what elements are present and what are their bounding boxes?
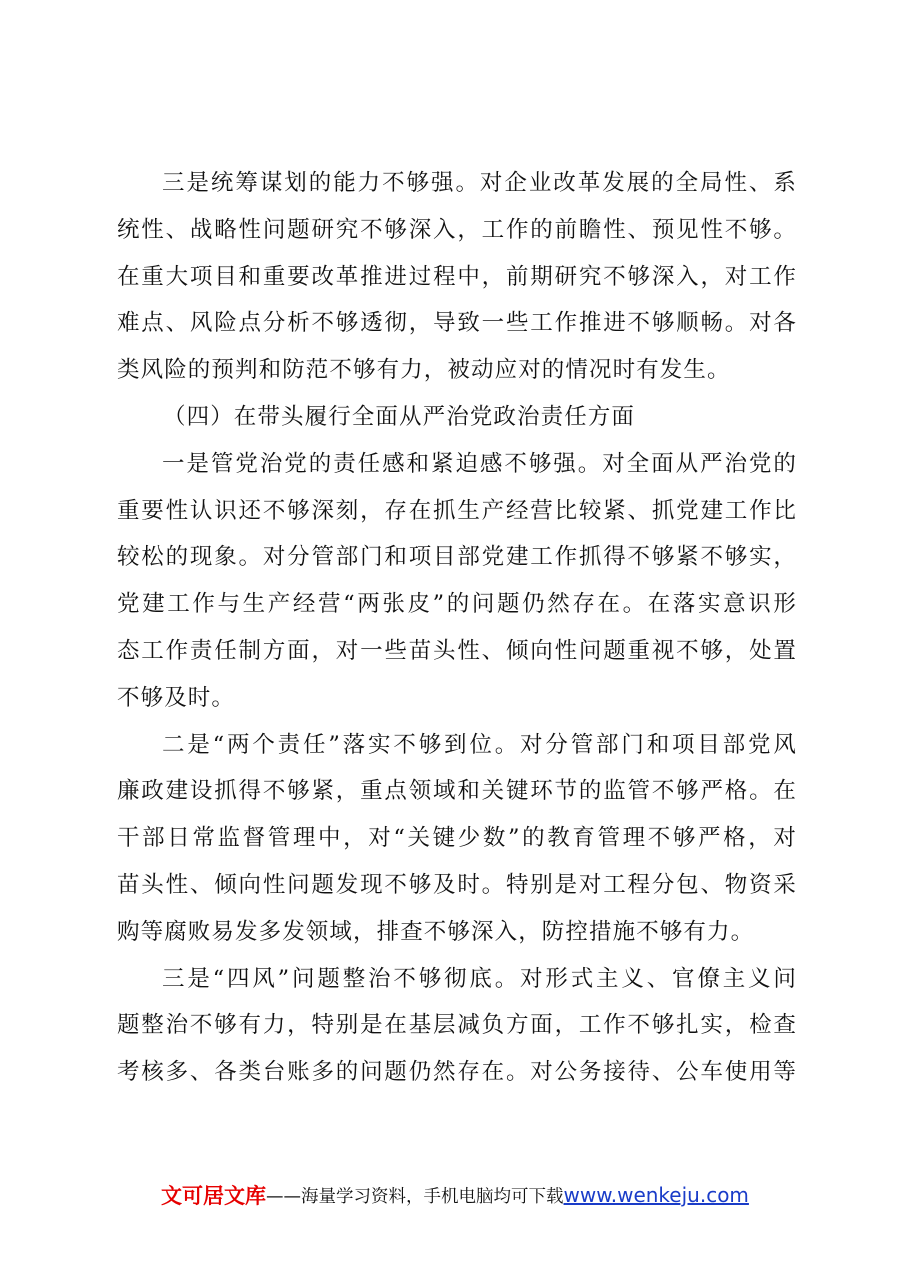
text-line: 一是管党治党的责任感和紧迫感不够强。对全面从严治党的 [162, 450, 797, 477]
text-line: 党建工作与生产经营“两张皮”的问题仍然存在。在落实意识形 [117, 591, 797, 618]
paragraph-party-governance [117, 441, 797, 722]
text-line: 较松的现象。对分管部门和项目部党建工作抓得不够紧不够实， [117, 544, 797, 571]
paragraph-four-winds [117, 956, 797, 1096]
text-line: 购等腐败易发多发领域，排查不够深入，防控措施不够有力。 [117, 918, 755, 945]
text-line: 三是“四风”问题整治不够彻底。对形式主义、官僚主义问 [162, 965, 797, 992]
text-line: （四）在带头履行全面从严治党政治责任方面 [163, 403, 636, 430]
footer-brand: 文可居文库 [161, 1184, 266, 1208]
footer-banner [161, 1179, 801, 1211]
paragraph-planning-ability [117, 160, 797, 394]
text-line: 干部日常监督管理中，对“关键少数”的教育管理不够严格，对 [117, 825, 797, 852]
text-line: 二是“两个责任”落实不够到位。对分管部门和项目部党风 [162, 731, 797, 758]
footer-url-link[interactable]: www.wenkeju.com [563, 1183, 749, 1207]
text-line: 类风险的预判和防范不够有力，被动应对的情况时有发生。 [117, 357, 731, 384]
section-heading [117, 394, 797, 441]
text-line: 在重大项目和重要改革推进过程中，前期研究不够深入，对工作 [117, 263, 797, 290]
text-line: 苗头性、倾向性问题发现不够及时。特别是对工程分包、物资采 [117, 871, 797, 898]
footer-tagline: ——海量学习资料，手机电脑均可下载 [266, 1186, 564, 1207]
text-line: 题整治不够有力，特别是在基层减负方面，工作不够扎实，检查 [117, 1012, 797, 1039]
text-line: 不够及时。 [117, 684, 236, 711]
text-line: 三是统筹谋划的能力不够强。对企业改革发展的全局性、系 [162, 170, 797, 196]
document-body [117, 160, 797, 1096]
text-line: 廉政建设抓得不够紧，重点领域和关键环节的监管不够严格。在 [117, 778, 797, 805]
text-line: 难点、风险点分析不够透彻，导致一些工作推进不够顺畅。对各 [117, 310, 797, 337]
text-line: 态工作责任制方面，对一些苗头性、倾向性问题重视不够，处置 [117, 637, 797, 664]
text-line: 统性、战略性问题研究不够深入，工作的前瞻性、预见性不够。 [117, 216, 797, 243]
paragraph-two-responsibilities [117, 722, 797, 956]
text-line: 考核多、各类台账多的问题仍然存在。对公务接待、公车使用等 [117, 1059, 797, 1086]
text-line: 重要性认识还不够深刻，存在抓生产经营比较紧、抓党建工作比 [117, 497, 797, 524]
